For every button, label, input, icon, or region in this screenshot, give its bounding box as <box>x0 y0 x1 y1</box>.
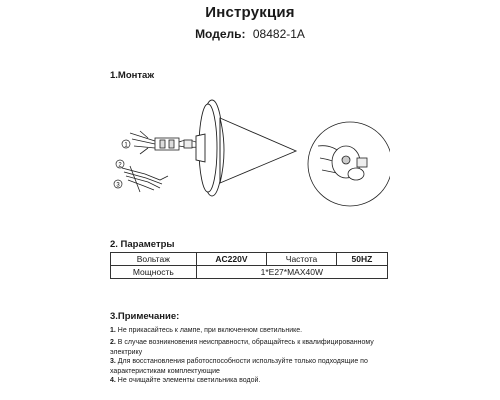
note-number: 2. <box>110 339 116 347</box>
params-heading: 2. Параметры <box>110 239 175 250</box>
list-item <box>110 376 400 385</box>
list-item <box>110 338 400 357</box>
note-text: Не очищайте элементы светильника водой. <box>117 377 261 385</box>
installation-diagram <box>110 88 390 228</box>
document-title: Инструкция <box>205 4 295 21</box>
callout-2 <box>116 160 124 169</box>
list-item <box>110 357 400 376</box>
notes-heading: 3.Примечание: <box>110 311 180 322</box>
install-heading: 1.Монтаж <box>110 70 155 81</box>
callout-1-label: 1 <box>124 142 128 149</box>
frequency-value: 50HZ <box>336 253 387 266</box>
callout-2-label: 2 <box>118 162 122 169</box>
callout-3-label: 3 <box>116 182 120 189</box>
note-text: Не прикасайтесь к лампе, при включенном светильнике. <box>117 327 303 334</box>
note-number: 4. <box>110 377 116 385</box>
mounting-bracket-drawing <box>122 131 198 192</box>
voltage-label: Вольтаж <box>111 253 197 266</box>
callout-3 <box>114 180 122 189</box>
notes-list <box>110 326 400 385</box>
frequency-label: Частота <box>267 253 337 266</box>
table-row <box>111 266 388 279</box>
cone-shade-drawing <box>220 118 296 183</box>
power-label: Мощность <box>111 266 197 279</box>
params-table <box>110 252 388 279</box>
bulb-detail-drawing <box>308 122 390 206</box>
power-value: 1*E27*MAX40W <box>196 266 387 279</box>
callout-1 <box>122 140 130 149</box>
installation-diagram-svg <box>110 88 390 228</box>
model-value: 08482-1A <box>252 27 305 41</box>
note-number: 1. <box>110 327 116 334</box>
list-item <box>110 326 400 335</box>
voltage-value: AC220V <box>196 253 267 266</box>
wall-plate-drawing <box>196 100 223 196</box>
note-text: Для восстановления работоспособности используйте только подходящие по характеристикам комплектующие <box>110 358 368 375</box>
model-label: Модель: <box>195 27 246 41</box>
note-text: В случае возникновения неисправности, обращайтесь к квалифицированному электрику <box>110 339 374 356</box>
model-line <box>0 27 500 41</box>
note-number: 3. <box>110 358 116 366</box>
table-row <box>111 253 388 266</box>
